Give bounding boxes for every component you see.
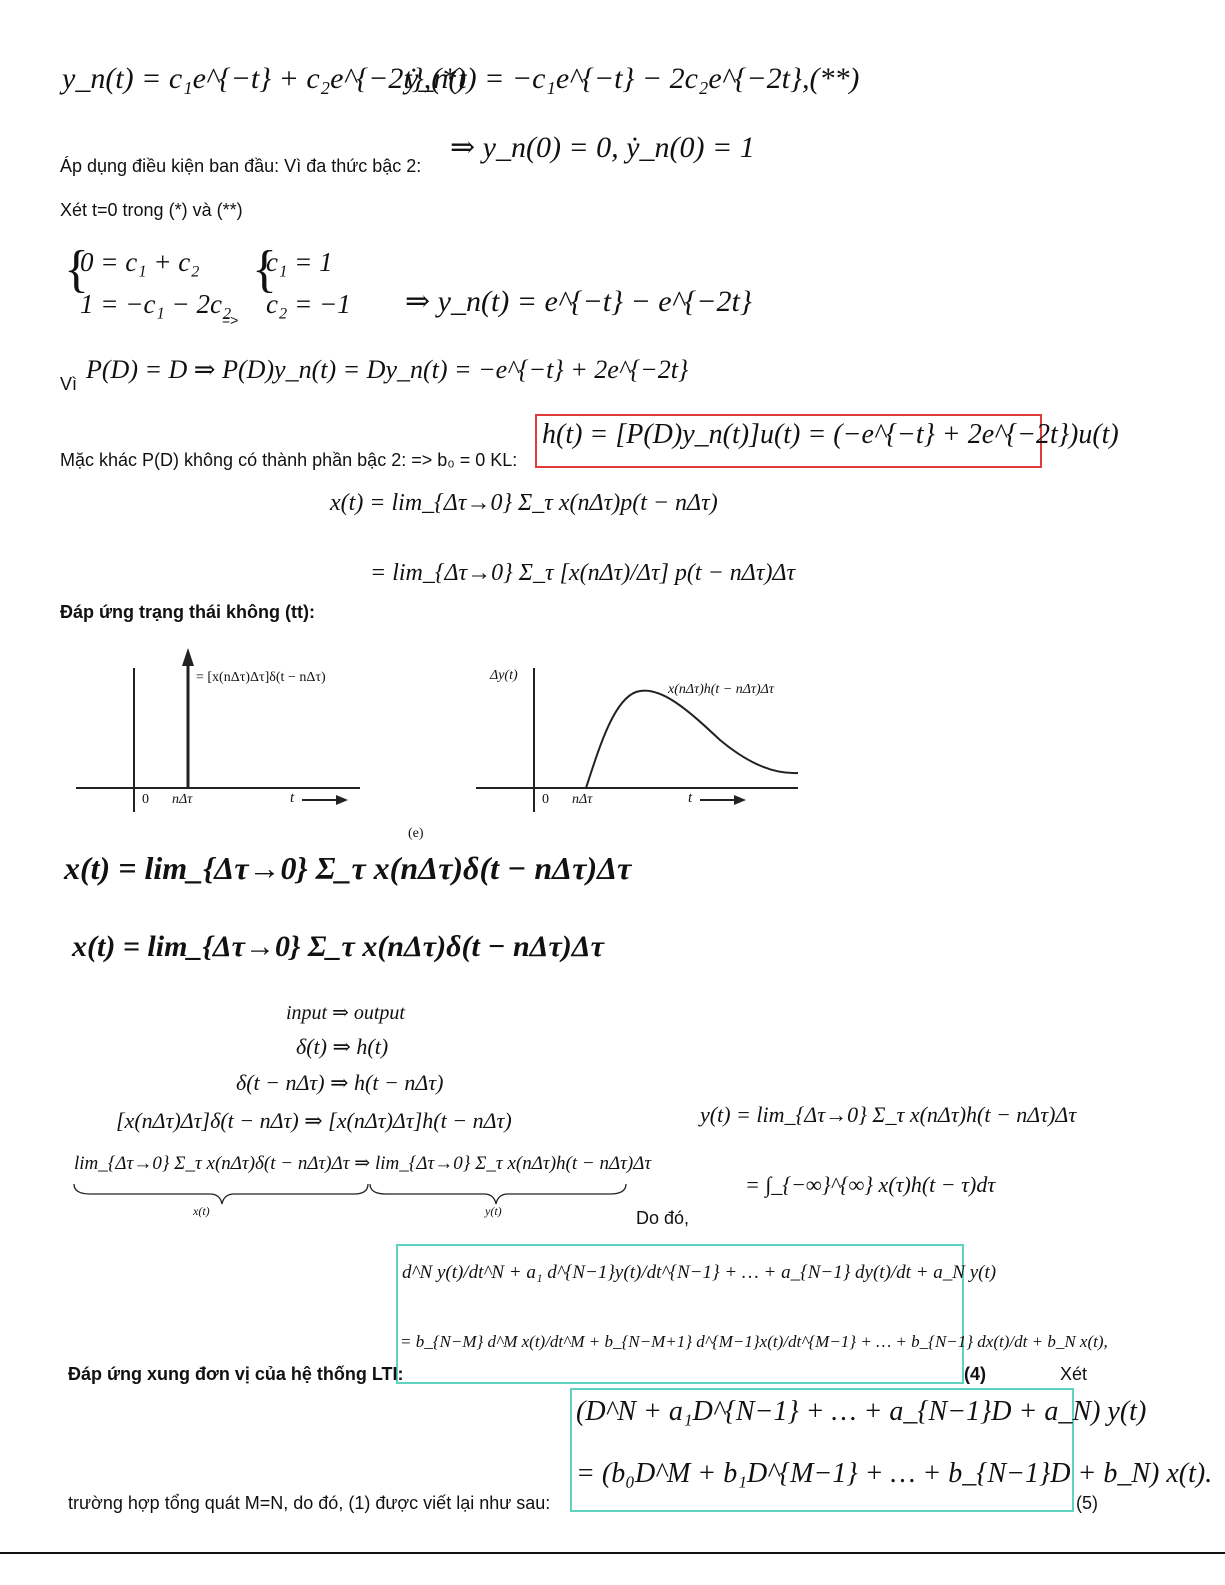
eq-xt-delta-1: x(t) = lim_{Δτ→0} Σ_τ x(nΔτ)δ(t − nΔτ)Δτ bbox=[64, 850, 632, 886]
eq-io4: [x(nΔτ)Δτ]δ(t − nΔτ) ⇒ [x(nΔτ)Δτ]h(t − nΔτ) bbox=[116, 1108, 512, 1133]
underbraces bbox=[70, 1182, 640, 1212]
eq-sys-line2: 1 = −c₁ − 2c₂ bbox=[80, 289, 232, 319]
text-mackhac: Mặc khác P(D) không có thành phần bậc 2: => b₀ = 0 KL: bbox=[60, 450, 518, 470]
fig-left-ndt: nΔτ bbox=[172, 792, 193, 807]
eq-sys-line1: 0 = c₁ + c₂ bbox=[80, 247, 200, 277]
eq-io5: lim_{Δτ→0} Σ_τ x(nΔτ)δ(t − nΔτ)Δτ ⇒ lim_{Δτ→0} Σ_τ x(nΔτ)h(t − nΔτ)Δτ bbox=[74, 1153, 652, 1174]
eq-ht: h(t) = [P(D)y_n(t)]u(t) = (−e^{−t} + 2e^{−2t})u(t) bbox=[542, 419, 1119, 450]
fig-left-t-label: t bbox=[290, 790, 295, 806]
eq-op2: = (b₀D^M + b₁D^{M−1} + … + b_{N−1}D + b_N) x(t). bbox=[576, 1458, 1213, 1489]
text-vi: Vì bbox=[60, 374, 78, 394]
text-general-case: trường hợp tổng quát M=N, do đó, (1) được viết lại như sau: bbox=[68, 1493, 551, 1513]
eq-de2: = b_{N−M} d^M x(t)/dt^M + b_{N−M+1} d^{M−1}x(t)/dt^{M−1} + … + b_{N−1} dx(t)/dt + b_N x(t), bbox=[400, 1332, 1108, 1351]
fig-left-zero: 0 bbox=[142, 792, 149, 807]
fig-right-zero: 0 bbox=[542, 792, 549, 807]
fig-left-label: = [x(nΔτ)Δτ]δ(t − nΔτ) bbox=[196, 670, 326, 685]
eq-io2: δ(t) ⇒ h(t) bbox=[296, 1034, 389, 1059]
text-do-do: Do đó, bbox=[636, 1208, 690, 1228]
brace-label-x: x(t) bbox=[193, 1204, 210, 1218]
eq-io3: δ(t − nΔτ) ⇒ h(t − nΔτ) bbox=[236, 1070, 444, 1095]
underbrace-left bbox=[74, 1184, 368, 1204]
eq-yt1: y(t) = lim_{Δτ→0} Σ_τ x(nΔτ)h(t − nΔτ)Δτ bbox=[700, 1102, 1077, 1127]
heading-impulse-response: Đáp ứng xung đơn vị của hệ thống LTI: bbox=[68, 1364, 404, 1384]
response-curve bbox=[586, 691, 798, 788]
right-t-arrow-head-icon bbox=[734, 795, 746, 805]
text-consider: Xét t=0 trong (*) và (**) bbox=[60, 200, 243, 220]
eq-yn-dot: ẏ_n(t) = −c₁e^{−t} − 2c₂e^{−2t},(**) bbox=[405, 62, 860, 95]
eq-tag-5: (5) bbox=[1076, 1493, 1098, 1513]
left-t-arrow-head-icon bbox=[336, 795, 348, 805]
fig-right-label: x(nΔτ)h(t − nΔτ)Δτ bbox=[668, 682, 774, 697]
underbrace-right bbox=[370, 1184, 626, 1204]
eq-sol-line2: c₂ = −1 bbox=[266, 289, 351, 319]
eq-io1: input ⇒ output bbox=[286, 1002, 405, 1024]
eq-de1: d^N y(t)/dt^N + a₁ d^{N−1}y(t)/dt^{N−1} + … + a_{N−1} dy(t)/dt + a_N y(t) bbox=[402, 1262, 997, 1283]
eq-yt2: = ∫_{−∞}^{∞} x(τ)h(t − τ)dτ bbox=[745, 1172, 996, 1197]
eq-xt1: x(t) = lim_{Δτ→0} Σ_τ x(nΔτ)p(t − nΔτ) bbox=[330, 490, 718, 516]
eq-xt-delta-2: x(t) = lim_{Δτ→0} Σ_τ x(nΔτ)δ(t − nΔτ)Δτ bbox=[72, 930, 604, 963]
page-bottom-rule bbox=[0, 1552, 1225, 1554]
eq-yn: y_n(t) = c₁e^{−t} + c₂e^{−2t},(*) bbox=[62, 62, 467, 95]
fig-caption: (e) bbox=[408, 826, 424, 841]
eq-sol-line1: c₁ = 1 bbox=[266, 247, 333, 277]
eq-init-cond: ⇒ y_n(0) = 0, ẏ_n(0) = 1 bbox=[450, 131, 755, 164]
eq-pd: P(D) = D ⇒ P(D)y_n(t) = Dy_n(t) = −e^{−t} + 2e^{−2t} bbox=[86, 355, 689, 384]
fig-right-ylabel: Δy(t) bbox=[490, 668, 518, 683]
eq-tag-4: (4) bbox=[964, 1364, 986, 1384]
fig-right-t-label: t bbox=[688, 790, 693, 806]
eq-op1: (D^N + a₁D^{N−1} + … + a_{N−1}D + a_N) y(t) bbox=[576, 1396, 1147, 1427]
impulse-arrow-head-icon bbox=[182, 648, 194, 666]
eq-yn-result: ⇒ y_n(t) = e^{−t} − e^{−2t} bbox=[405, 285, 752, 318]
brace-label-y: y(t) bbox=[485, 1204, 502, 1218]
text-xet: Xét bbox=[1060, 1364, 1088, 1384]
fig-right-ndt: nΔτ bbox=[572, 792, 593, 807]
heading-zero-state: Đáp ứng trạng thái không (tt): bbox=[60, 602, 315, 622]
text-apply-initial: Áp dụng điều kiện ban đầu: Vì đa thức bậc 2: bbox=[60, 156, 422, 176]
eq-xt2: = lim_{Δτ→0} Σ_τ [x(nΔτ)/Δτ] p(t − nΔτ)Δτ bbox=[370, 560, 796, 586]
left-curly-brace: { bbox=[64, 241, 89, 298]
left-curly-brace-2: { bbox=[252, 241, 277, 298]
sys-arrow: => bbox=[222, 312, 239, 328]
